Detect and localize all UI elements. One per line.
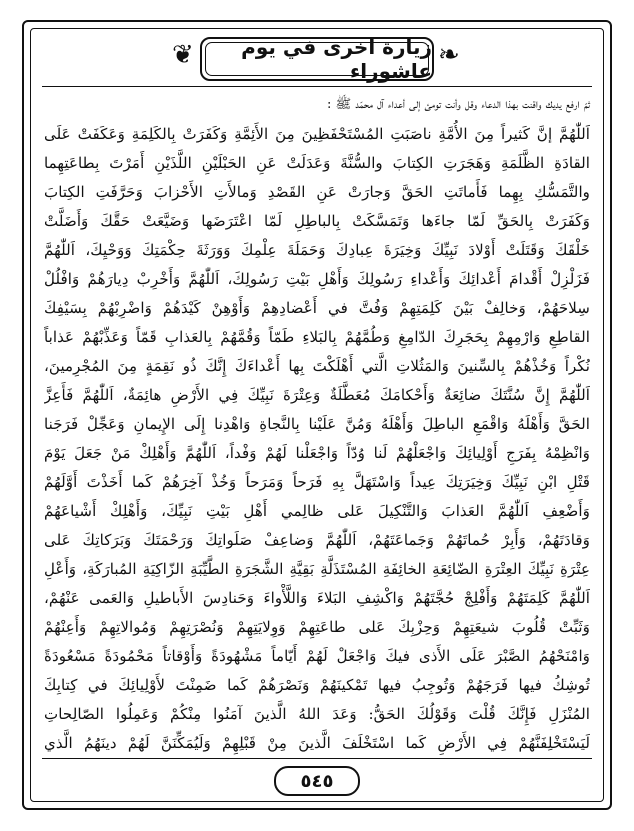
ornament-left-icon: ❦ — [172, 40, 194, 70]
text-line: الحَقَّ وَأَهْلَهُ وَاقْمَعِ الباطِلَ وَأَهْلَهُ وَمُنَّ عَلَيْنا بِالنَّجاةِ وَاهْدِنا إِلَى الإِيمانِ وَعَجِّلْ فَرَجَنا — [44, 415, 590, 433]
instruction-text: ثمّ ارفع يديك واقنت بهذا الدعاء وقل وأنت تومئ إلى أعداء آل محمّد ﷺ : — [327, 97, 590, 112]
page-number-cartouche — [274, 766, 360, 796]
text-line: تُوشِكُ فيها فَرَجَهُمْ وَتُوجِبُ فيها تَمْكينَهُمْ وَنَصْرَهُمْ كَما ضَمِنْتَ لأَوْلِيائِكَ في كِتابِكَ — [44, 676, 590, 694]
page-number: ٥٤٥ — [300, 770, 334, 792]
text-line: نُكْراً وَخُذْهُمْ بِالسِّنينَ وَالمَثُلاتِ الَّتي أَهْلَكْتَ بِها أَعْداءَكَ إِنَّكَ ذُو نَقِمَةٍ مِنَ المُجْرِمينَ، — [44, 357, 590, 375]
ornament-right-icon: ❧ — [438, 40, 460, 70]
text-line: اَللّٰهُمَّ كَلِمَتَهُمْ وَأَفْلِجْ حُجَّتَهُمْ وَاكْشِفِ البَلاءَ وَاللَّأْواءَ وَحَنادِسَ الأَباطيلِ وَالعَمى عَنْهُمْ، — [44, 589, 590, 607]
text-line: وَانْظِمْهُ بِفَرَجِ أَوْلِيائِكَ وَاجْعَلْهُمْ لَنا وُدّاً وَاجْعَلْنا لَهُمْ وَفْداً، اَللّٰهُمَّ وَأَهْلِكْ مَنْ جَعَلَ يَوْمَ — [44, 444, 590, 462]
text-line: وَقادَتَهُمْ، وَأَبِرْ حُماتَهُمْ وَجَماعَتَهُمْ، اَللّٰهُمَّ وَضاعِفْ صَلَواتِكَ وَرَحْمَتَكَ وَبَرَكاتِكَ عَلى — [44, 531, 590, 549]
text-line: سِلاحَهُمْ، وَخالِفْ بَيْنَ كَلِمَتِهِمْ وَفُتَّ في أَعْضادِهِمْ وَأَوْهِنْ كَيْدَهُمْ وَاضْرِبْهُمْ بِسَيْفِكَ — [44, 299, 590, 317]
text-line: القادَةِ الظَّلَمَةِ وَهَجَرَتِ الكِتابَ والسُّنَّةَ وَعَدَلَتْ عَنِ الحَبْلَيْنِ اللَّذَيْنِ أَمَرْتَ بِطاعَتِهِما — [44, 154, 590, 172]
text-line: وَكَفَرَتْ بِالحَقِّ لَمّا جاءَها وَتَمَسَّكَتْ بِالباطِلِ لَمّا اعْتَرَضَها وَضَيَّعَتْ حَقَّكَ وَأَضَلَّتْ — [44, 212, 590, 230]
header-rule — [42, 86, 592, 87]
text-line: والتَّمَسُّكِ بِهِما فَأَماتَتِ الحَقَّ وَجارَتْ عَنِ القَصْدِ وَمالأَتِ الأَحْزابَ وَحَرَّفَتِ الكِتابَ — [44, 183, 590, 201]
text-line: خَلْقَكَ وَقَتَلَتْ أَوْلادَ نَبِيِّكَ وَخِيَرَةَ عِبادِكَ وَحَمَلَةَ عِلْمِكَ وَوَرَثَةَ حِكْمَتِكَ وَوَحْيِكَ، اَللّٰهُمَّ — [44, 241, 590, 259]
text-line: وَثَبِّتْ قُلُوبَ شيعَتِهِمْ وَحِزْبِكَ عَلى طاعَتِهِمْ وَوِلايَتِهِمْ وَنُصْرَتِهِمْ وَمُوالاتِهِمْ وَأَعِنْهُمْ — [44, 618, 590, 636]
text-line: اَللّٰهُمَّ إنَّ كَثيراً مِنَ الأُمَّةِ ناصَبَتِ المُسْتَحْفَظِينَ مِنَ الأَئِمَّةِ وَكَفَرَتْ بِالكَلِمَةِ وَعَكَفَتْ عَلَى — [44, 125, 590, 143]
text-line: القاطِعِ وَارْمِهِمْ بِحَجَرِكَ الدّامِغِ وَطُمَّهُمْ بِالبَلاءِ طَمّاً وَقُمَّهُمْ بِالعَذابِ قَمّاً وَعَذِّبْهُمْ عَذاباً — [44, 328, 590, 346]
title-cartouche — [200, 37, 434, 81]
text-line: وَأَضْعِفِ اَللّٰهُمَّ العَذابَ وَالتَّنْكِيلَ عَلى ظالِمي أَهْلِ بَيْتِ نَبِيِّكَ، وَأَهْلِكْ أَشْياعَهُمْ — [44, 502, 590, 520]
text-line: وَامْنَحْهُمُ الصَّبْرَ عَلَى الأَذى فيكَ وَاجْعَلْ لَهُمْ أَيّاماً مَشْهُودَةً وَأَوْقاتاً مَحْمُودَةً مَسْعُودَةً — [44, 647, 590, 665]
text-line: لَيَسْتَخْلِفَنَّهُمْ فِي الأَرْضِ كَما اسْتَخْلَفَ الَّذينَ مِنْ قَبْلِهِمْ وَلَيُمَكِّنَنَّ لَهُمْ دينَهُمُ الَّذي — [44, 734, 590, 752]
page-body — [44, 94, 590, 758]
text-line: عِتْرَةِ نَبِيِّكَ العِتْرَةِ الضّائِعَةِ الخائِفَةِ المُسْتَذَلَّةِ بَقِيَّةِ الشَّجَرَةِ الطَّيِّبَةِ الزّاكِيَةِ المُبارَكَةِ، وَأَعْلِ — [44, 560, 590, 578]
footer-rule — [42, 758, 592, 759]
text-line: المُنْزَلِ فَإِنَّكَ قُلْتَ وَقَوْلُكَ الحَقُّ: وَعَدَ اللهُ الَّذينَ آمَنُوا مِنْكُمْ وَعَمِلُوا الصّالِحاتِ — [44, 705, 590, 723]
page-title: زيارة اخرى في يوم عاشوراء — [241, 35, 432, 83]
text-line: اَللّٰهُمَّ إِنَّ سُنَّتَكَ ضائِعَةٌ وَأَحْكامَكَ مُعَطَّلَةٌ وَعِتْرَةَ نَبِيِّكَ فِي الأَرْضِ هائِمَةٌ، اَللّٰهُمَّ فَأَعِزَّ — [44, 386, 590, 404]
text-line: قَتْلِ ابْنِ نَبِيِّكَ وَخِيَرَتِكَ عِيداً وَاسْتَهَلَّ بِهِ فَرَحاً وَمَرَحاً وَخُذْ آخِرَهُمْ كَما أَخَذْتَ أَوَّلَهُمْ — [44, 473, 590, 491]
text-line: فَزَلْزِلْ أَقْدامَ أَعْدائِكَ وَأَعْداءِ رَسُولِكَ وَأَهْلِ بَيْتِ رَسُولِكَ، اَللّٰهُمَّ وَأَخْرِبْ دِيارَهُمْ وَافْلُلْ — [44, 270, 590, 288]
